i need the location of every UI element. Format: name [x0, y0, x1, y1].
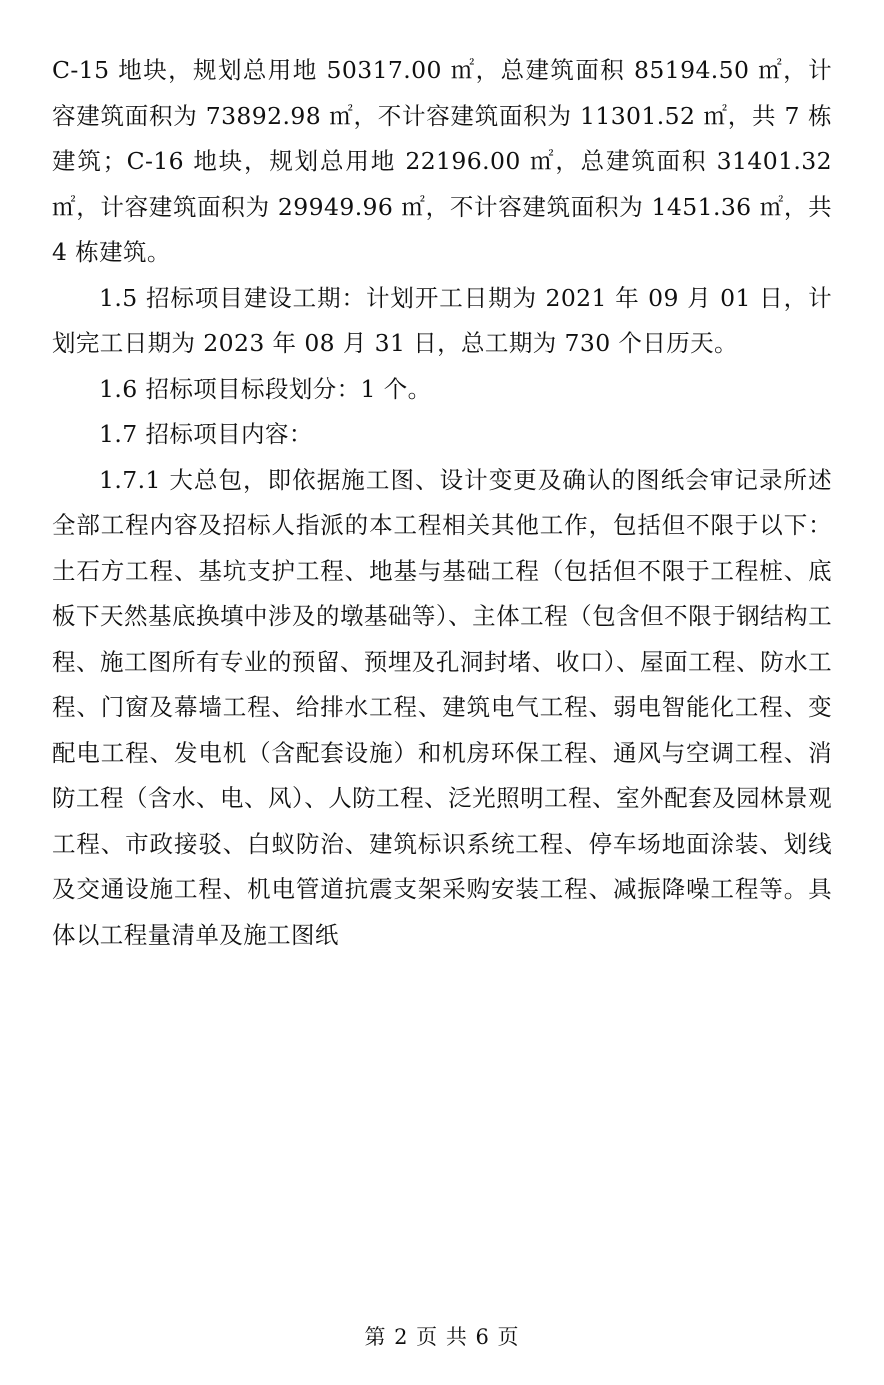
- paragraph-land-area: C-15 地块，规划总用地 50317.00 ㎡，总建筑面积 85194.50 ㎡，计容建筑面积为 73892.98 ㎡，不计容建筑面积为 11301.52 ㎡，共 7 栋建筑；C-16 地块，规划总用地 22196.00 ㎡，总建筑面积 31401.32 ㎡，计容建筑面积为 29949.96 ㎡，不计容建筑面积为 1451.36 ㎡，共 4 栋建筑。: [52, 56, 832, 266]
- paragraph-general-contract-scope: 1.7.1 大总包，即依据施工图、设计变更及确认的图纸会审记录所述全部工程内容及招标人指派的本工程相关其他工作，包括但不限于以下：土石方工程、基坑支护工程、地基与基础工程（包括但不限于工程桩、底板下天然基底换填中涉及的墩基础等）、主体工程（包含但不限于钢结构工程、施工图所有专业的预留、预埋及孔洞封堵、收口）、屋面工程、防水工程、门窗及幕墙工程、给排水工程、建筑电气工程、弱电智能化工程、变配电工程、发电机（含配套设施）和机房环保工程、通风与空调工程、消防工程（含水、电、风）、人防工程、泛光照明工程、室外配套及园林景观工程、市政接驳、白蚁防治、建筑标识系统工程、停车场地面涂装、划线及交通设施工程、机电管道抗震支架采购安装工程、减振降噪工程等。具体以工程量清单及施工图纸: [52, 465, 832, 949]
- page-footer: 第 2 页 共 6 页: [364, 1325, 520, 1349]
- paragraph-project-content-heading: 1.7 招标项目内容：: [99, 420, 313, 448]
- paragraph-construction-period: 1.5 招标项目建设工期：计划开工日期为 2021 年 09 月 01 日，计划完工日期为 2023 年 08 月 31 日，总工期为 730 个日历天。: [52, 283, 832, 357]
- paragraph-section-division: 1.6 招标项目标段划分：1 个。: [99, 374, 432, 403]
- document-body: [52, 48, 832, 958]
